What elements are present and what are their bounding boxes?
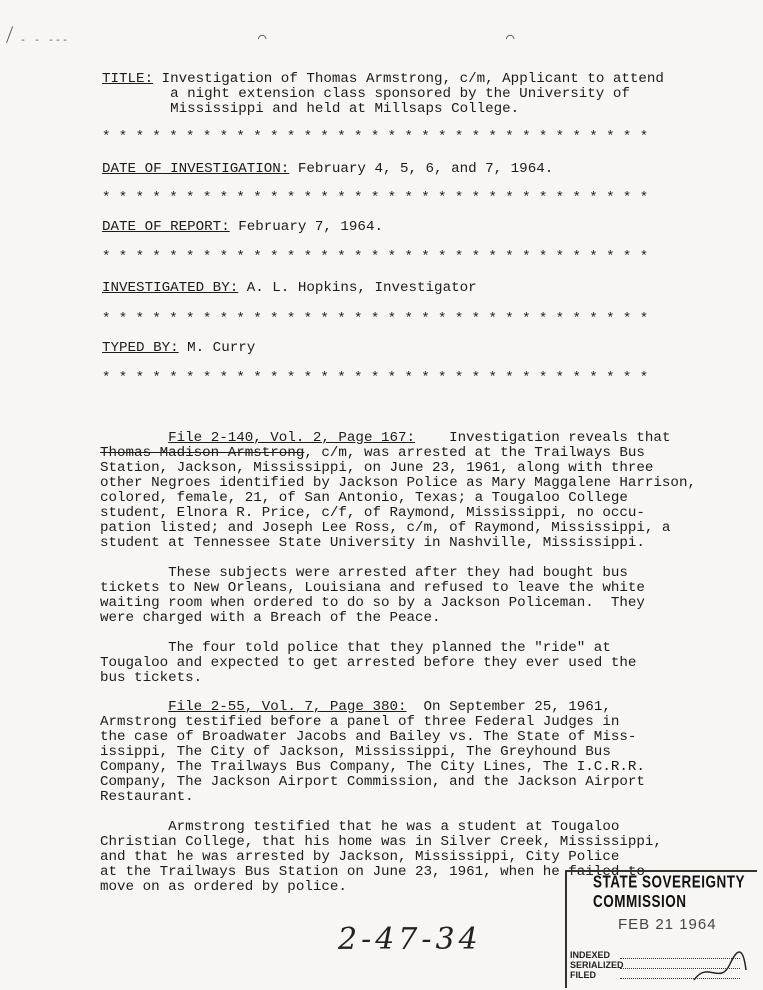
stamp-filed: FILED xyxy=(570,970,596,980)
date-of-investigation xyxy=(102,162,553,177)
paragraph-line: the case of Broadwater Jacobs and Bailey vs. The State of Miss- xyxy=(100,729,637,745)
scan-mark: ⌒ xyxy=(506,31,515,47)
paragraph-text: Investigation reveals that xyxy=(449,430,671,446)
paragraph-line: Armstrong testified that he was a student at Tougaloo xyxy=(100,819,620,835)
date-of-report xyxy=(102,220,383,235)
paragraph-line: waiting room when ordered to do so by a Jackson Policeman. They xyxy=(100,595,645,611)
paragraph-line: and that he was arrested by Jackson, Mississippi, City Police xyxy=(100,849,620,865)
paragraph-line: move on as ordered by police. xyxy=(100,879,347,895)
paragraph-line: bus tickets. xyxy=(100,670,203,686)
paragraph-line: , c/m, was arrested at the Trailways Bus xyxy=(304,445,645,461)
stamp-title: STATE SOVEREIGNTY COMMISSION xyxy=(593,872,745,911)
investigated-by-label: INVESTIGATED BY: xyxy=(102,280,239,296)
scan-mark: - - --- xyxy=(20,36,70,47)
paragraph-line: issippi, The City of Jackson, Mississippi, The Greyhound Bus xyxy=(100,744,611,760)
separator: * * * * * * * * * * * * * * * * * * * * * * * * * * * * * * * * * xyxy=(102,129,649,145)
paragraph-line: Company, The Trailways Bus Company, The City Lines, The I.C.R.R. xyxy=(100,759,645,775)
paragraph-line: Christian College, that his home was in Silver Creek, Mississippi, xyxy=(100,834,662,850)
typed-by xyxy=(102,341,255,356)
scan-mark: ⌒ xyxy=(258,31,267,47)
paragraph-line: Station, Jackson, Mississippi, on June 23, 1961, along with three xyxy=(100,460,654,476)
paragraph-text: On September 25, 1961, xyxy=(406,699,611,715)
paragraph-line: Armstrong testified before a panel of three Federal Judges in xyxy=(100,714,620,730)
title-label: TITLE: xyxy=(102,71,154,87)
paragraph-3 xyxy=(100,641,740,686)
paragraph-line: Tougaloo and expected to get arrested before they ever used the xyxy=(100,655,637,671)
title-block xyxy=(102,72,664,117)
typed-by-value: M. Curry xyxy=(178,340,256,356)
initials-scribble xyxy=(690,950,750,988)
paragraph-line: were charged with a Breach of the Peace. xyxy=(100,610,441,626)
separator: * * * * * * * * * * * * * * * * * * * * * * * * * * * * * * * * * xyxy=(102,249,649,265)
paragraph-line: other Negroes identified by Jackson Police as Mary Maggalene Harrison, xyxy=(100,475,696,491)
title-line: a night extension class sponsored by the University of xyxy=(102,86,630,102)
stamp-date: FEB 21 1964 xyxy=(618,916,717,933)
paragraph-line: Company, The Jackson Airport Commission, and the Jackson Airport xyxy=(100,774,645,790)
paragraph-line: colored, female, 21, of San Antonio, Texas; a Tougaloo College xyxy=(100,490,628,506)
paragraph-line: at the Trailways Bus Station on June 23, 1961, when he failed to xyxy=(100,864,645,880)
date-report-value: February 7, 1964. xyxy=(229,219,383,235)
paragraph-line: These subjects were arrested after they had bought bus xyxy=(100,565,628,581)
investigated-by-value: A. L. Hopkins, Investigator xyxy=(238,280,477,296)
paragraph-2 xyxy=(100,566,740,626)
separator: * * * * * * * * * * * * * * * * * * * * * * * * * * * * * * * * * xyxy=(102,311,649,327)
paragraph-line: student, Elnora R. Price, c/f, of Raymond, Mississippi, no occu- xyxy=(100,505,645,521)
paragraph-1 xyxy=(100,431,740,551)
title-line: Investigation of Thomas Armstrong, c/m, Applicant to attend xyxy=(153,71,664,87)
scan-mark: ⟋ xyxy=(1,25,20,49)
separator: * * * * * * * * * * * * * * * * * * * * * * * * * * * * * * * * * xyxy=(102,190,649,206)
paragraph-line: tickets to New Orleans, Louisiana and refused to leave the white xyxy=(100,580,645,596)
date-investigation-value: February 4, 5, 6, and 7, 1964. xyxy=(289,161,554,177)
title-line: Mississippi and held at Millsaps College. xyxy=(102,101,520,117)
file-reference: File 2-55, Vol. 7, Page 380: xyxy=(168,699,407,715)
paragraph-4 xyxy=(100,700,740,805)
paragraph-line: pation listed; and Joseph Lee Ross, c/m, of Raymond, Mississippi, a xyxy=(100,520,671,536)
subject-name: Thomas Madison Armstrong xyxy=(100,445,305,461)
paragraph-line: student at Tennessee State University in Nashville, Mississippi. xyxy=(100,535,645,551)
date-report-label: DATE OF REPORT: xyxy=(102,219,230,235)
paragraph-line: The four told police that they planned the "ride" at xyxy=(100,640,611,656)
separator: * * * * * * * * * * * * * * * * * * * * * * * * * * * * * * * * * xyxy=(102,370,649,386)
paragraph-line: Restaurant. xyxy=(100,789,194,805)
typed-by-label: TYPED BY: xyxy=(102,340,179,356)
date-investigation-label: DATE OF INVESTIGATION: xyxy=(102,161,290,177)
stamp-indexed: INDEXED xyxy=(570,950,611,960)
handwritten-file-number: 2-47-34 xyxy=(338,922,482,957)
file-reference: File 2-140, Vol. 2, Page 167: xyxy=(168,430,416,446)
investigated-by xyxy=(102,281,477,296)
stamp-serialized: SERIALIZED xyxy=(570,960,624,970)
